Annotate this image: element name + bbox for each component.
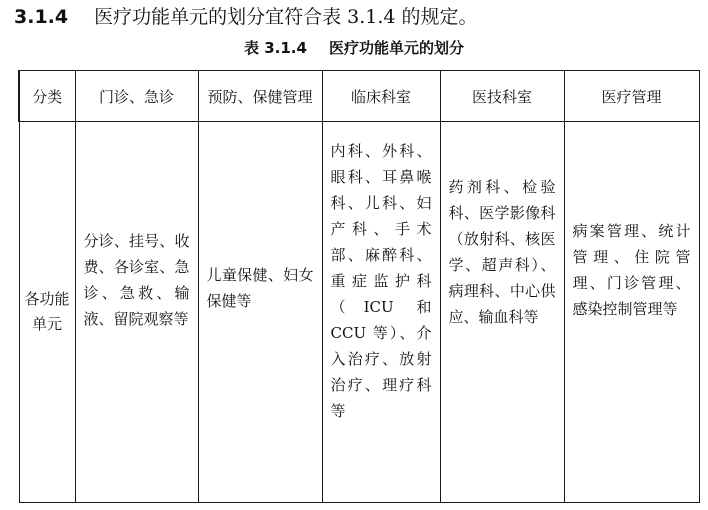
- table-caption-title: 医疗功能单元的划分: [328, 39, 464, 57]
- header-clinical-departments: 临床科室: [322, 71, 440, 122]
- header-medical-management: 医疗管理: [564, 71, 699, 122]
- cell-outpatient-emergency: 分诊、挂号、收费、各诊室、急诊、急救、输液、留院观察等: [75, 122, 198, 503]
- cell-clinical-departments: 内科、外科、眼科、耳鼻喉科、儿科、妇产科、手术部、麻醉科、重症监护科（ICU 和 CCU 等）、介入治疗、放射治疗、理疗科等: [322, 122, 440, 503]
- table-row: [19, 122, 699, 503]
- cell-medical-technology: 药剂科、检验科、医学影像科（放射科、核医学、超声科）、病理科、中心供应、输血科等: [440, 122, 564, 503]
- function-unit-table: [18, 70, 700, 503]
- cell-prevention-health: 儿童保健、妇女保健等: [198, 122, 322, 503]
- header-category: 分类: [19, 71, 75, 122]
- clause-heading: [14, 4, 704, 30]
- clause-number: 3.1.4: [14, 6, 69, 28]
- cell-medical-management: 病案管理、统计管理、住院管理、门诊管理、感染控制管理等: [564, 122, 699, 503]
- table-caption: [0, 37, 708, 59]
- header-prevention-health: 预防、保健管理: [198, 71, 322, 122]
- header-medical-technology: 医技科室: [440, 71, 564, 122]
- header-outpatient-emergency: 门诊、急诊: [75, 71, 198, 122]
- clause-text: 医疗功能单元的划分宜符合表 3.1.4 的规定。: [94, 6, 478, 28]
- table-caption-number: 表 3.1.4: [244, 39, 307, 57]
- cell-category: 各功能单元: [19, 122, 75, 503]
- table-header-row: [19, 71, 699, 122]
